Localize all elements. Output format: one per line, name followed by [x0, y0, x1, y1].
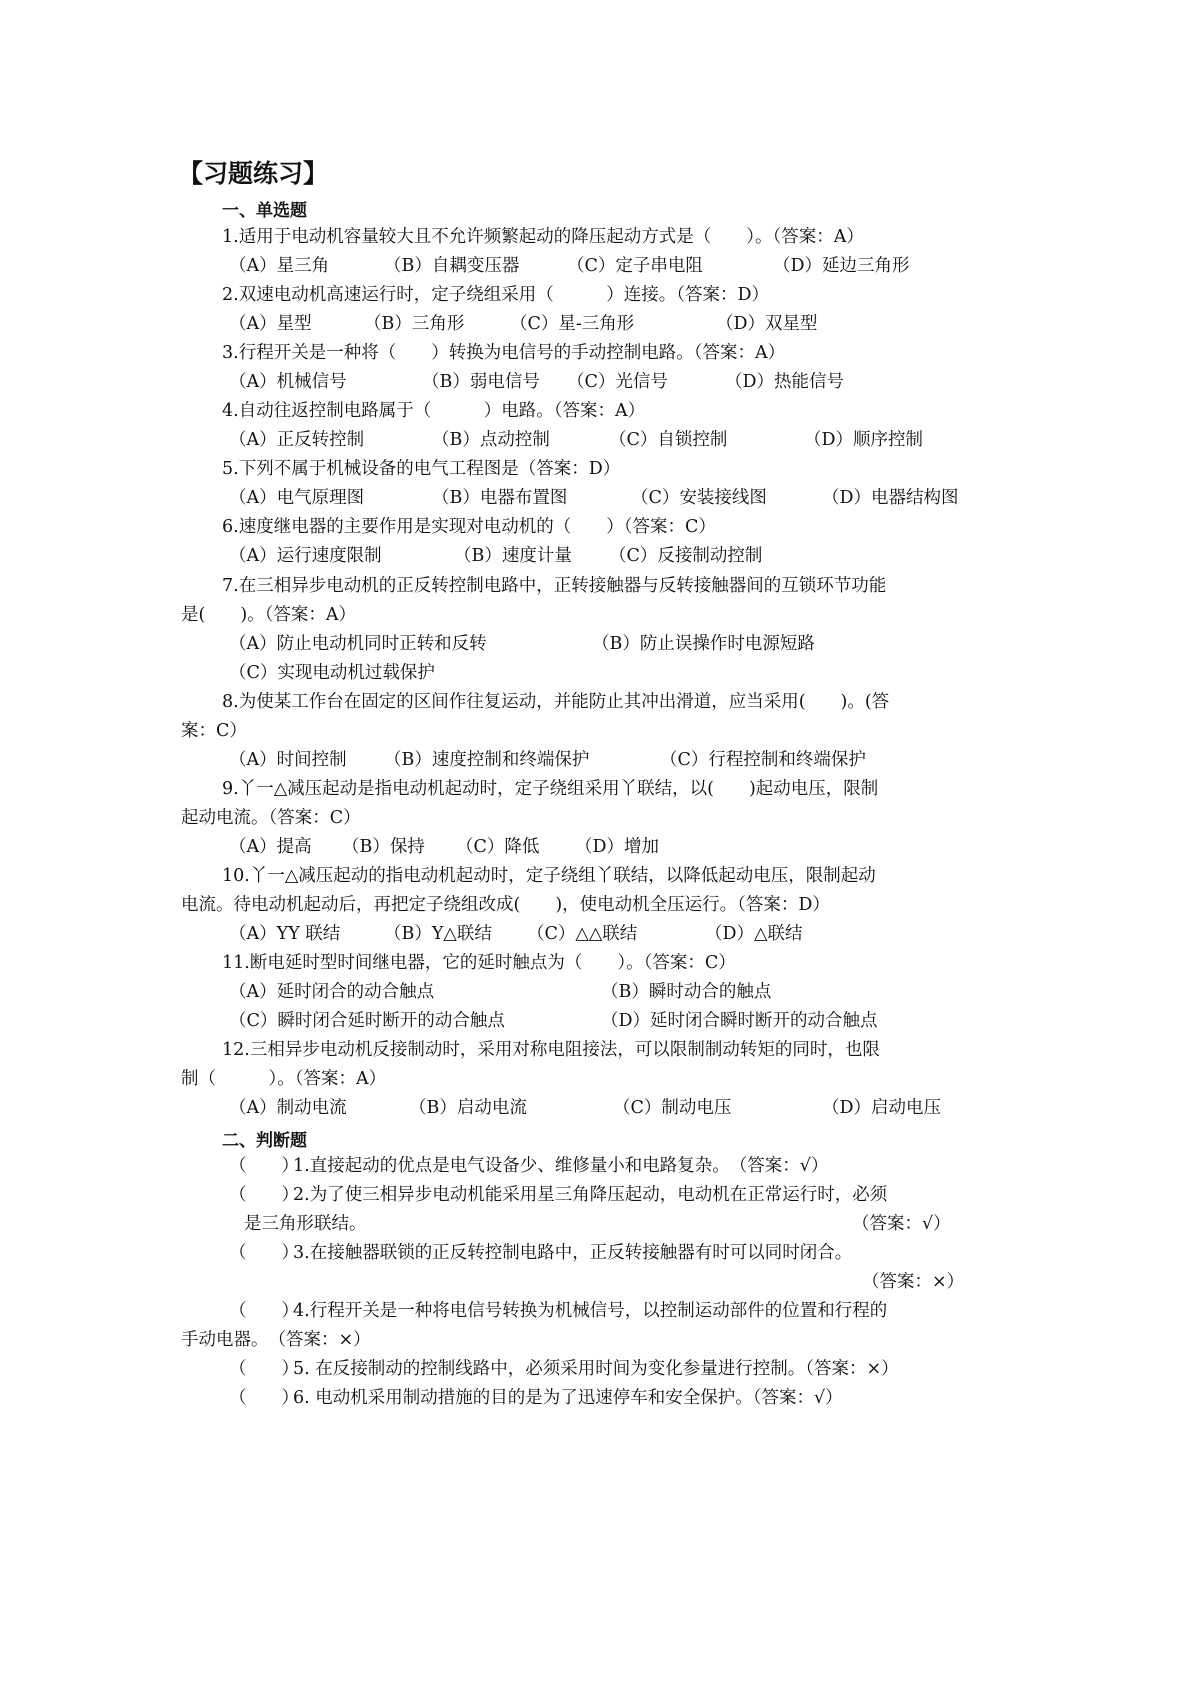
judgment-item-1 — [229, 1153, 828, 1179]
question-6-stem: 6.速度继电器的主要作用是实现对电动机的（ ）（答案：C） — [222, 517, 716, 537]
option-a: （A）时间控制 — [229, 750, 347, 770]
option-c: （C）降低 — [456, 837, 540, 857]
option-d: （D）双星型 — [716, 314, 818, 334]
option-b: （B）电器布置图 — [432, 488, 568, 508]
option-c: （C）自锁控制 — [609, 430, 728, 450]
question-11-stem: 11.断电延时型时间继电器，它的延时触点为（ ）。（答案：C） — [222, 953, 736, 973]
option-b: （B）Y△联结 — [384, 924, 492, 944]
judgment-item-2-continuation: 是三角形联结。 — [244, 1214, 367, 1234]
option-a: （A）正反转控制 — [229, 430, 365, 450]
option-d: （D）延边三角形 — [773, 256, 910, 276]
option-c: （C）△△联结 — [527, 924, 638, 944]
option-c: （C）安装接线图 — [631, 488, 767, 508]
option-a: （A）星型 — [229, 314, 312, 334]
option-a: （A）提高 — [229, 837, 312, 857]
option-a: （A）制动电流 — [229, 1098, 347, 1118]
option-b: （B）自耦变压器 — [384, 256, 520, 276]
option-b: （B）防止误操作时电源短路 — [592, 634, 815, 654]
option-a: （A）防止电动机同时正转和反转 — [229, 634, 487, 654]
judgment-item-6 — [229, 1385, 843, 1411]
option-c: （C）行程控制和终端保护 — [660, 750, 866, 770]
judgment-item-2-answer: （答案：√） — [852, 1214, 951, 1234]
answer-paren: （ ） — [229, 1156, 299, 1176]
option-d: （D）△联结 — [705, 924, 803, 944]
question-7-continuation: 是( )。（答案：A） — [181, 605, 357, 625]
option-c: （C）实现电动机过载保护 — [229, 663, 435, 683]
option-a: （A）延时闭合的动合触点 — [229, 982, 435, 1002]
question-1-stem: 1.适用于电动机容量较大且不允许频繁起动的降压起动方式是（ ）。（答案：A） — [222, 227, 864, 247]
option-b: （B）弱电信号 — [422, 372, 540, 392]
answer-paren: （ ） — [229, 1388, 299, 1408]
question-5-stem: 5.下列不属于机械设备的电气工程图是（答案：D） — [222, 459, 621, 479]
answer-paren: （ ） — [229, 1301, 299, 1321]
option-b: （B）启动电流 — [409, 1098, 527, 1118]
answer-paren: （ ） — [229, 1243, 299, 1263]
section-heading-true-false: 二、判断题 — [222, 1131, 307, 1151]
judgment-text: 4.行程开关是一种将电信号转换为机械信号，以控制运动部件的位置和行程的 — [293, 1301, 888, 1321]
option-c: （C）星-三角形 — [510, 314, 635, 334]
question-2-stem: 2.双速电动机高速运行时，定子绕组采用（ ）连接。（答案：D） — [222, 285, 769, 305]
judgment-text: 3.在接触器联锁的正反转控制电路中，正反转接触器有时可以同时闭合。 — [293, 1243, 853, 1263]
judgment-text: 1.直接起动的优点是电气设备少、维修量小和电路复杂。 （答案：√） — [293, 1156, 829, 1176]
judgment-item-3-answer: （答案：×） — [862, 1272, 965, 1292]
option-b: （B）瞬时动合的触点 — [601, 982, 772, 1002]
page-title: 【习题练习】 — [178, 159, 329, 188]
judgment-item-3 — [229, 1240, 852, 1266]
option-b: （B）速度计量 — [454, 546, 572, 566]
option-a: （A）电气原理图 — [229, 488, 365, 508]
judgment-text: 6. 电动机采用制动措施的目的是为了迅速停车和安全保护。（答案：√） — [293, 1388, 843, 1408]
question-12-stem: 12.三相异步电动机反接制动时，采用对称电阻接法，可以限制制动转矩的同时，也限 — [222, 1040, 880, 1060]
option-d: （D）增加 — [575, 837, 660, 857]
question-10-continuation: 电流。待电动机起动后，再把定子绕组改成( )，使电动机全压运行。（答案：D） — [181, 895, 830, 915]
judgment-item-4 — [229, 1298, 887, 1324]
judgment-text: 2.为了使三相异步电动机能采用星三角降压起动，电动机在正常运行时，必须 — [293, 1185, 888, 1205]
option-c: （C）反接制动控制 — [609, 546, 763, 566]
option-a: （A）运行速度限制 — [229, 546, 382, 566]
option-c: （C）光信号 — [567, 372, 668, 392]
option-a: （A）机械信号 — [229, 372, 347, 392]
option-d: （D）热能信号 — [725, 372, 845, 392]
judgment-item-2 — [229, 1182, 887, 1208]
question-9-continuation: 起动电流。（答案：C） — [181, 808, 361, 828]
question-3-stem: 3.行程开关是一种将（ ）转换为电信号的手动控制电路。（答案：A） — [222, 343, 786, 363]
question-10-stem: 10.丫一△减压起动的指电动机起动时，定子绕组丫联结，以降低起动电压，限制起动 — [222, 866, 876, 886]
section-heading-single-choice: 一、单选题 — [222, 201, 307, 221]
judgment-item-4-continuation: 手动电器。 （答案：×） — [181, 1330, 371, 1350]
option-d: （D）延时闭合瞬时断开的动合触点 — [601, 1011, 878, 1031]
option-b: （B）三角形 — [364, 314, 465, 334]
judgment-item-5 — [229, 1356, 899, 1382]
option-b: （B）点动控制 — [432, 430, 550, 450]
option-b: （B）速度控制和终端保护 — [384, 750, 590, 770]
option-a: （A）YY 联结 — [229, 924, 341, 944]
option-d: （D）启动电压 — [822, 1098, 942, 1118]
question-8-stem: 8.为使某工作台在固定的区间作往复运动，并能防止其冲出滑道，应当采用( )。(答 — [222, 692, 890, 712]
question-8-continuation: 案：C） — [181, 721, 247, 741]
question-4-stem: 4.自动往返控制电路属于（ ）电路。（答案：A） — [222, 401, 646, 421]
question-12-continuation: 制（ ）。（答案：A） — [181, 1069, 387, 1089]
option-c: （C）瞬时闭合延时断开的动合触点 — [229, 1011, 505, 1031]
option-c: （C）定子串电阻 — [567, 256, 703, 276]
option-c: （C）制动电压 — [613, 1098, 732, 1118]
judgment-text: 5. 在反接制动的控制线路中，必须采用时间为变化参量进行控制。（答案：×） — [293, 1359, 899, 1379]
option-d: （D）顺序控制 — [804, 430, 924, 450]
option-d: （D）电器结构图 — [822, 488, 959, 508]
option-b: （B）保持 — [342, 837, 425, 857]
question-7-stem: 7.在三相异步电动机的正反转控制电路中，正转接触器与反转接触器间的互锁环节功能 — [222, 576, 887, 596]
option-a: （A）星三角 — [229, 256, 330, 276]
answer-paren: （ ） — [229, 1359, 299, 1379]
question-9-stem: 9.丫一△减压起动是指电动机起动时，定子绕组采用丫联结，以( )起动电压，限制 — [222, 779, 879, 799]
answer-paren: （ ） — [229, 1185, 299, 1205]
